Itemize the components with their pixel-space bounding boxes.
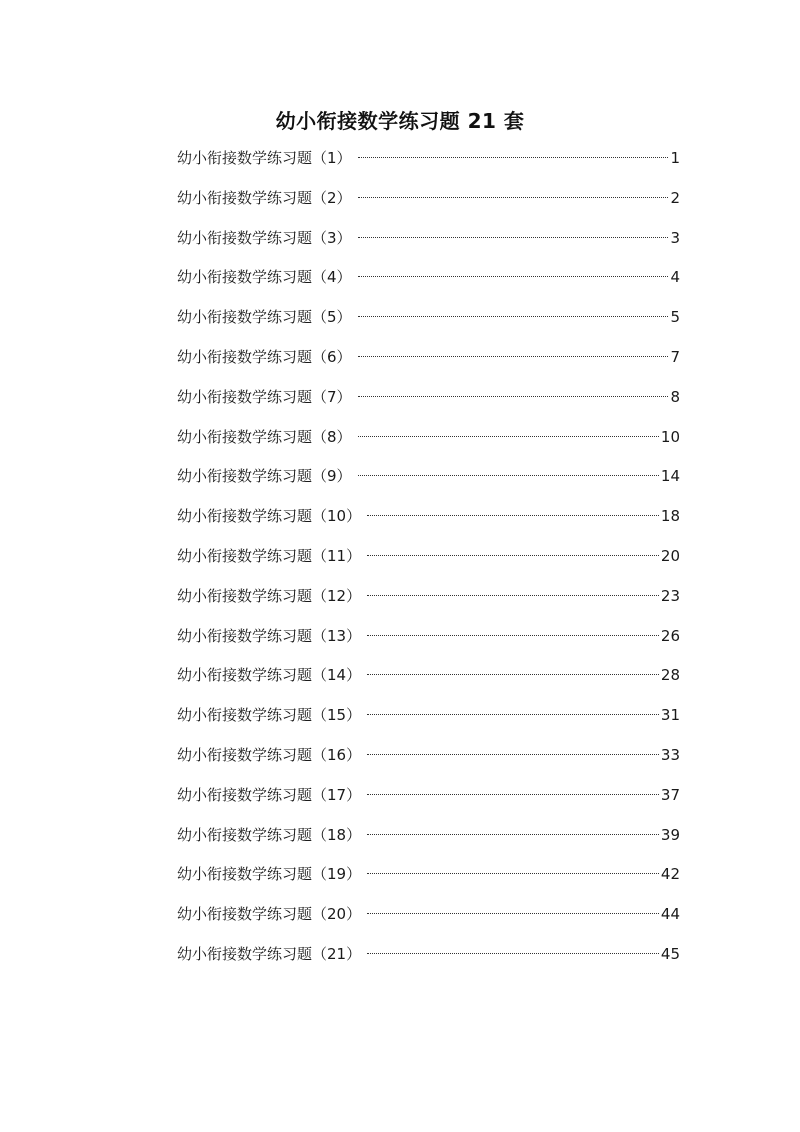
toc-entry-page-number: 28 xyxy=(660,666,680,685)
toc-entry-label: 幼小衔接数学练习题（17） xyxy=(177,785,362,804)
toc-entry[interactable] xyxy=(177,543,680,583)
toc-entry-label: 幼小衔接数学练习题（6） xyxy=(177,347,352,366)
toc-entry[interactable] xyxy=(177,384,680,424)
toc-entry-page-number: 5 xyxy=(670,308,680,327)
dot-leader xyxy=(367,873,659,874)
toc-entry-page-number: 44 xyxy=(660,905,680,924)
dot-leader xyxy=(367,635,659,636)
dot-leader xyxy=(358,396,669,397)
toc-entry-label: 幼小衔接数学练习题（2） xyxy=(177,188,352,207)
toc-entry-label: 幼小衔接数学练习题（15） xyxy=(177,706,362,725)
toc-entry[interactable] xyxy=(177,782,680,822)
dot-leader xyxy=(367,674,659,675)
toc-entry-label: 幼小衔接数学练习题（1） xyxy=(177,149,352,167)
toc-entry-label: 幼小衔接数学练习题（5） xyxy=(177,308,352,327)
toc-entry-label: 幼小衔接数学练习题（10） xyxy=(177,507,362,526)
dot-leader xyxy=(358,157,669,158)
toc-entry-page-number: 4 xyxy=(670,268,680,287)
toc-entry[interactable] xyxy=(177,941,680,981)
toc-entry-label: 幼小衔接数学练习题（13） xyxy=(177,626,362,645)
toc-entry[interactable] xyxy=(177,583,680,623)
dot-leader xyxy=(367,555,659,556)
toc-entry-page-number: 39 xyxy=(660,825,680,844)
toc-entry-page-number: 33 xyxy=(660,745,680,764)
table-of-contents xyxy=(177,145,680,981)
toc-entry[interactable] xyxy=(177,344,680,384)
toc-entry[interactable] xyxy=(177,822,680,862)
toc-entry-label: 幼小衔接数学练习题（14） xyxy=(177,666,362,685)
dot-leader xyxy=(358,316,669,317)
dot-leader xyxy=(358,356,669,357)
toc-entry-label: 幼小衔接数学练习题（19） xyxy=(177,865,362,884)
toc-entry-page-number: 18 xyxy=(660,507,680,526)
toc-entry[interactable] xyxy=(177,861,680,901)
dot-leader xyxy=(367,794,659,795)
toc-entry-label: 幼小衔接数学练习题（21） xyxy=(177,944,362,963)
toc-entry[interactable] xyxy=(177,424,680,464)
dot-leader xyxy=(367,834,659,835)
dot-leader xyxy=(358,197,669,198)
toc-entry-page-number: 45 xyxy=(660,944,680,963)
toc-entry[interactable] xyxy=(177,503,680,543)
toc-entry-page-number: 31 xyxy=(660,706,680,725)
toc-entry[interactable] xyxy=(177,145,680,185)
dot-leader xyxy=(367,714,659,715)
dot-leader xyxy=(367,754,659,755)
toc-entry-label: 幼小衔接数学练习题（9） xyxy=(177,467,352,486)
dot-leader xyxy=(367,953,659,954)
toc-entry-label: 幼小衔接数学练习题（18） xyxy=(177,825,362,844)
toc-entry[interactable] xyxy=(177,623,680,663)
toc-entry-page-number: 10 xyxy=(660,427,680,446)
toc-entry[interactable] xyxy=(177,304,680,344)
toc-entry-page-number: 23 xyxy=(660,586,680,605)
toc-entry-label: 幼小衔接数学练习题（3） xyxy=(177,228,352,247)
toc-entry[interactable] xyxy=(177,901,680,941)
toc-entry-page-number: 26 xyxy=(660,626,680,645)
toc-entry-page-number: 1 xyxy=(670,149,680,167)
toc-entry-page-number: 7 xyxy=(670,347,680,366)
dot-leader xyxy=(367,515,659,516)
toc-entry[interactable] xyxy=(177,264,680,304)
dot-leader xyxy=(358,436,659,437)
toc-entry[interactable] xyxy=(177,185,680,225)
toc-entry[interactable] xyxy=(177,662,680,702)
toc-entry[interactable] xyxy=(177,225,680,265)
dot-leader xyxy=(367,913,659,914)
toc-entry-label: 幼小衔接数学练习题（11） xyxy=(177,546,362,565)
dot-leader xyxy=(358,237,669,238)
toc-entry-label: 幼小衔接数学练习题（12） xyxy=(177,586,362,605)
toc-entry-page-number: 3 xyxy=(670,228,680,247)
toc-entry-page-number: 8 xyxy=(670,387,680,406)
toc-entry-page-number: 20 xyxy=(660,546,680,565)
toc-entry-page-number: 2 xyxy=(670,188,680,207)
toc-entry[interactable] xyxy=(177,742,680,782)
dot-leader xyxy=(358,475,659,476)
page-title: 幼小衔接数学练习题 21 套 xyxy=(275,109,525,133)
toc-entry-page-number: 42 xyxy=(660,865,680,884)
toc-entry-label: 幼小衔接数学练习题（20） xyxy=(177,905,362,924)
toc-entry-page-number: 37 xyxy=(660,785,680,804)
toc-entry[interactable] xyxy=(177,702,680,742)
toc-entry[interactable] xyxy=(177,463,680,503)
toc-entry-label: 幼小衔接数学练习题（8） xyxy=(177,427,352,446)
toc-entry-page-number: 14 xyxy=(660,467,680,486)
dot-leader xyxy=(367,595,659,596)
toc-entry-label: 幼小衔接数学练习题（4） xyxy=(177,268,352,287)
toc-entry-label: 幼小衔接数学练习题（16） xyxy=(177,745,362,764)
dot-leader xyxy=(358,276,669,277)
toc-entry-label: 幼小衔接数学练习题（7） xyxy=(177,387,352,406)
